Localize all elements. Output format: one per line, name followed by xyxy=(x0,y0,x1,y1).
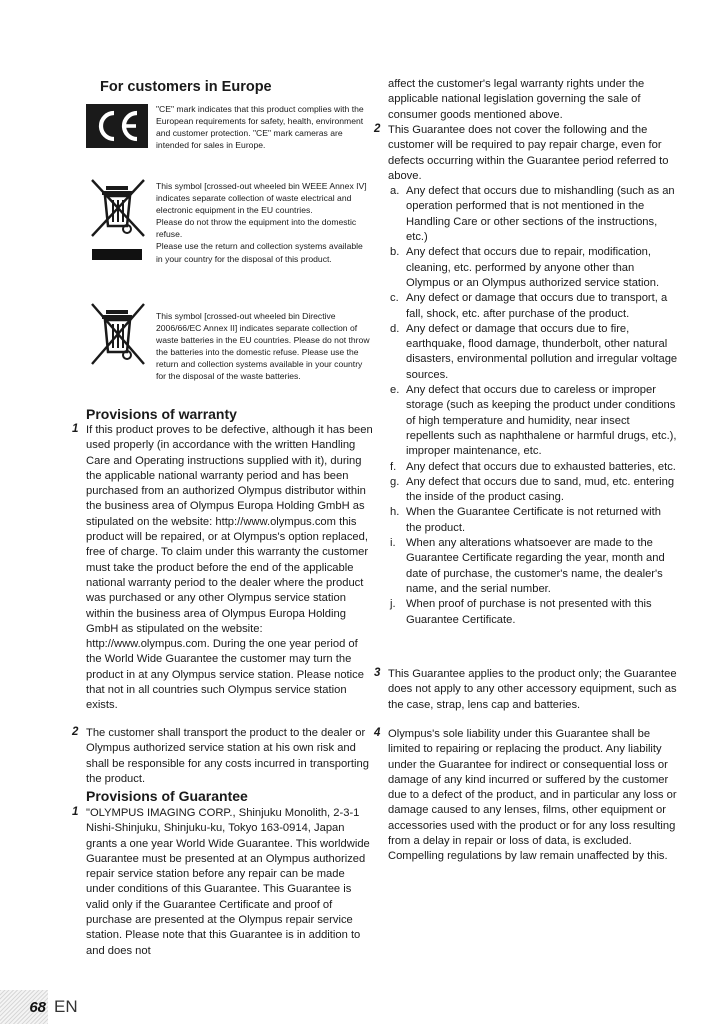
ce-description: "CE" mark indicates that this product complies with the European requirements for safety, health, environment and customer protection. "CE" mark cameras are intended for sales in Europe. xyxy=(156,104,364,151)
guarantee-item-2-number: 2 xyxy=(374,123,381,135)
warranty-item-1 xyxy=(72,423,376,714)
guarantee-item-1-continued xyxy=(388,77,678,123)
warranty-heading: Provisions of warranty xyxy=(86,406,237,422)
guarantee-item-3-number: 3 xyxy=(374,667,381,679)
crossed-out-bin-icon xyxy=(86,178,150,245)
exclusion-item-j xyxy=(388,597,678,628)
warranty-item-1-text: If this product proves to be defective, although it has been used properly (in accordance with the written Handling Care and Operating instructions supplied with it), during the applicable national warranty period and has been purchased from an authorized Olympus distributor within the business area of Olympus Europa Holding GmbH as stipulated on the website: http://www.olympus.com this product will be repaired, or at Olympus's option replaced, free of charge. To claim under this warranty the customer must take the product before the end of the applicable national warranty period to the dealer where the product was purchased or any other Olympus service station within the business area of Olympus Europa Holding GmbH as stipulated on the website: http://www.olympus.com. During the one year period of the World Wide Guarantee the customer may turn the product in at any Olympus service station. Please notice that not in all countries such Olympus service station exists. xyxy=(86,424,373,712)
exclusion-text: Any defect that occurs due to mishandling (such as an operation performed that is not mentioned in the Handling Care or other sections of the instructions, etc.) xyxy=(406,185,675,244)
exclusion-text: Any defect that occurs due to careless or improper storage (such as keeping the product under conditions of high temperature and humidity, near insect repellents such as naphthalene or harmful drugs, etc.), improper maintenance, etc. xyxy=(406,384,677,458)
ce-mark-icon xyxy=(86,104,148,148)
exclusion-letter: h. xyxy=(390,506,400,519)
guarantee-heading: Provisions of Guarantee xyxy=(86,788,248,804)
weee-description xyxy=(156,180,371,265)
exclusion-item-b xyxy=(388,245,678,291)
warranty-item-2-text: The customer shall transport the product to the dealer or Olympus authorized service station at his own risk and shall be responsible for any costs incurred in transporting the product. xyxy=(86,727,369,785)
weee-bar-icon xyxy=(92,249,142,260)
exclusion-item-c xyxy=(388,291,678,322)
exclusion-item-g xyxy=(388,475,678,506)
battery-description: This symbol [crossed-out wheeled bin Directive 2006/66/EC Annex II] indicates separate collection of waste batteries in the EU countries. Please do not throw the batteries into the domestic refuse. Please use the return and collection systems available in your country for the disposal of the waste batteries. xyxy=(156,311,370,382)
guarantee-item-4-text: Olympus's sole liability under this Guarantee shall be limited to repairing or replacing the product. Any liability under the Guarantee for indirect or consequential loss or damage of any kind incurred or suffered by the customer due to a defect of the product, and in particular any loss or damage caused to any lenses, films, other equipment or accessories used with the product or for any loss resulting from a delay in repair or loss of data, is excluded. Compelling regulations by law remain unaffected by this. xyxy=(388,728,677,863)
exclusion-text: Any defect or damage that occurs due to fire, earthquake, flood damage, thunderbolt, other natural disasters, environmental pollution and irregular voltage sources. xyxy=(406,322,678,381)
weee-text-2: Please do not throw the equipment into the domestic refuse. xyxy=(156,217,357,240)
exclusion-item-a xyxy=(388,184,678,245)
exclusion-text: Any defect that occurs due to sand, mud, etc. entering the inside of the product casing. xyxy=(406,475,675,504)
exclusion-letter: f. xyxy=(390,460,397,473)
exclusion-letter: a. xyxy=(390,185,400,198)
exclusion-letter: i. xyxy=(390,537,396,550)
guarantee-item-3 xyxy=(374,667,678,713)
guarantee-item-2 xyxy=(374,123,678,628)
guarantee-item-4-number: 4 xyxy=(374,727,381,739)
exclusion-letter: e. xyxy=(390,384,400,397)
guarantee-item-2-text: This Guarantee does not cover the following and the customer will be required to pay repair charge, even for defects occurring within the Guarantee period referred to above. xyxy=(388,124,669,182)
guarantee-item-1-number: 1 xyxy=(72,806,79,818)
exclusion-item-f xyxy=(388,460,678,475)
crossed-out-battery-bin-icon xyxy=(86,302,150,373)
exclusion-letter: c. xyxy=(390,292,399,305)
exclusion-item-h xyxy=(388,505,678,536)
exclusion-item-e xyxy=(388,383,678,459)
exclusion-text: When proof of purchase is not presented with this Guarantee Certificate. xyxy=(406,598,652,626)
guarantee-item-4 xyxy=(374,727,678,865)
guarantee-item-1-text: "OLYMPUS IMAGING CORP., Shinjuku Monolith, 2-3-1 Nishi-Shinjuku, Shinjuku-ku, Tokyo 163-0914, Japan grants a one year World Wide Guarantee. This worldwide Guarantee must be presented at an Olympus authorized repair service station before any repair can be made under conditions of this Guarantee. This Guarantee is valid only if the Guarantee Certificate and proof of purchase are presented at the Olympus repair service station. Please note that this Guarantee is in addition to and does not xyxy=(86,807,370,957)
page-footer xyxy=(0,990,78,1024)
exclusion-letter: b. xyxy=(390,246,400,259)
page-number: 68 xyxy=(0,990,48,1024)
exclusion-item-d xyxy=(388,322,678,383)
exclusion-text: Any defect that occurs due to exhausted batteries, etc. xyxy=(406,460,676,473)
warranty-item-2-number: 2 xyxy=(72,726,79,738)
ce-logo-icon xyxy=(92,108,142,144)
weee-text-3: Please use the return and collection systems available in your country for the disposal of this product. xyxy=(156,241,363,264)
guarantee-item-3-text: This Guarantee applies to the product only; the Guarantee does not apply to any other accessory equipment, such as the case, strap, lens cap and batteries. xyxy=(388,668,677,711)
exclusion-item-i xyxy=(388,536,678,597)
exclusion-letter: g. xyxy=(390,475,400,488)
language-label: EN xyxy=(54,997,78,1016)
exclusion-text: When the Guarantee Certificate is not returned with the product. xyxy=(406,506,661,534)
weee-text-1: This symbol [crossed-out wheeled bin WEEE Annex IV] indicates separate collection of waste electrical and electronic equipment in the EU countries. xyxy=(156,181,367,216)
exclusion-text: Any defect that occurs due to repair, modification, cleaning, etc. performed by anyone other than Olympus or an Olympus authorized service station. xyxy=(406,246,660,289)
warranty-item-1-number: 1 xyxy=(72,423,79,435)
warranty-item-2 xyxy=(72,726,376,787)
exclusion-letter: d. xyxy=(390,322,400,335)
exclusion-text: When any alterations whatsoever are made to the Guarantee Certificate regarding the year, month and date of purchase, the customer's name, the dealer's name, and the serial number. xyxy=(406,537,665,595)
europe-heading: For customers in Europe xyxy=(100,79,272,95)
exclusion-letter: j. xyxy=(390,598,396,611)
guarantee-item-1 xyxy=(72,806,376,959)
guarantee-item-1-continued-text: affect the customer's legal warranty rights under the applicable national legislation governing the sale of consumer goods mentioned above. xyxy=(388,78,645,121)
exclusion-text: Any defect or damage that occurs due to transport, a fall, shock, etc. after purchase of the product. xyxy=(406,292,668,320)
